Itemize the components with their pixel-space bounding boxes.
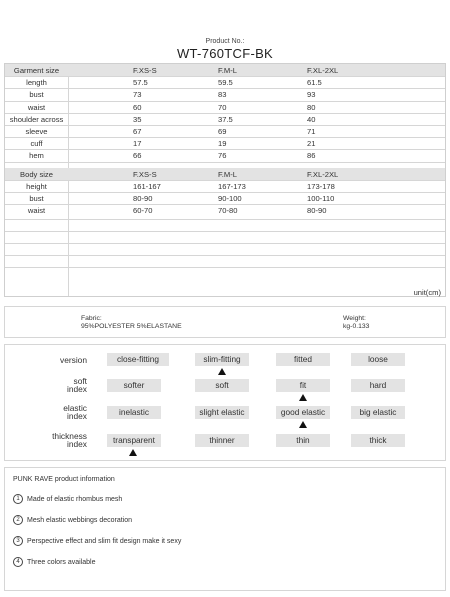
empty-row-line [5, 267, 445, 268]
garment-cell: 19 [218, 139, 227, 149]
row-line [5, 192, 445, 193]
empty-row-line [5, 243, 445, 244]
selected-marker-icon [129, 449, 137, 456]
selected-marker-icon [218, 368, 226, 375]
garment-cell: sleeve [25, 127, 48, 136]
body-cell: 60-70 [133, 206, 153, 216]
index-option: inelastic [107, 406, 161, 419]
index-label-line: elastic [63, 403, 87, 413]
index-label-line: index [66, 384, 87, 394]
garment-cell: 60 [133, 102, 142, 112]
fabric-value: 95%POLYESTER 5%ELASTANE [81, 323, 182, 330]
weight-value: kg-0.133 [343, 323, 370, 330]
garment-cell: 61.5 [307, 78, 322, 88]
index-option: slim-fitting [195, 353, 249, 366]
garment-cell: shoulder across [9, 114, 64, 124]
garment-cell: 71 [307, 127, 316, 136]
garment-cell: 80 [307, 102, 316, 112]
size-table [4, 63, 446, 297]
body-header-cell: Body size [20, 169, 53, 179]
circled-number-icon: 2 [13, 515, 23, 525]
body-cell: 167-173 [218, 181, 246, 191]
garment-cell: 59.5 [218, 78, 233, 88]
circled-number-icon: 1 [13, 494, 23, 504]
garment-cell: 67 [133, 127, 142, 136]
row-line [5, 137, 445, 138]
info-item-text: Three colors available [27, 558, 96, 566]
garment-cell: 86 [307, 151, 316, 161]
garment-cell: bust [29, 90, 44, 100]
garment-header-cell: F.M-L [218, 66, 237, 75]
circled-number-icon: 3 [13, 536, 23, 546]
body-header-cell: F.XL-2XL [307, 169, 339, 179]
product-no-label: Product No.: [205, 38, 245, 45]
garment-cell: cuff [30, 139, 43, 149]
index-row-label [27, 356, 87, 364]
circled-number-icon: 4 [13, 557, 23, 567]
selected-marker-icon [299, 394, 307, 401]
body-cell: waist [27, 206, 46, 216]
index-option: transparent [107, 434, 161, 447]
index-row-label [27, 404, 87, 420]
garment-cell: 35 [133, 114, 142, 124]
info-item-text: Perspective effect and slim fit design make it sexy [27, 537, 182, 545]
row-line [5, 204, 445, 205]
info-item-text: Made of elastic rhombus mesh [27, 495, 123, 503]
index-option: hard [351, 379, 405, 392]
garment-header-cell: F.XS-S [133, 66, 157, 75]
empty-row-line [5, 219, 445, 220]
fabric-label: Fabric: [81, 315, 102, 322]
index-option: thin [276, 434, 330, 447]
garment-cell: 40 [307, 114, 316, 124]
unit-label: unit(cm) [413, 288, 441, 297]
garment-header-cell: Garment size [13, 66, 60, 75]
index-option: loose [351, 353, 405, 366]
body-cell: bust [29, 194, 44, 204]
index-option: good elastic [276, 406, 330, 419]
row-line [5, 149, 445, 150]
index-label-line: soft [73, 376, 87, 386]
fabric-box [4, 306, 446, 338]
garment-cell: hem [29, 151, 44, 161]
index-label-line: index [66, 411, 87, 421]
garment-cell: 17 [133, 139, 142, 149]
garment-cell: 57.5 [133, 78, 148, 88]
body-cell: 80-90 [307, 206, 327, 216]
info-item [13, 536, 181, 546]
info-item [13, 557, 95, 567]
garment-cell: 69 [218, 127, 227, 136]
row-line [5, 180, 445, 181]
body-header-cell: F.XS-S [133, 169, 157, 179]
index-row-label [27, 377, 87, 393]
index-row-label [27, 432, 87, 448]
garment-cell: 37.5 [218, 114, 233, 124]
row-line [5, 101, 445, 102]
empty-row-line [5, 255, 445, 256]
index-option: close-fitting [107, 353, 169, 366]
index-option: thick [351, 434, 405, 447]
weight-label: Weight: [343, 315, 366, 322]
garment-cell: 21 [307, 139, 316, 149]
garment-header-cell: F.XL-2XL [307, 66, 339, 75]
body-cell: 161-167 [133, 181, 161, 191]
garment-cell: 70 [218, 102, 227, 112]
garment-cell: 66 [133, 151, 142, 161]
selected-marker-icon [299, 421, 307, 428]
info-title: PUNK RAVE product information [13, 476, 115, 483]
index-option: big elastic [351, 406, 405, 419]
garment-cell: 93 [307, 90, 316, 100]
row-line [5, 88, 445, 89]
row-line [5, 113, 445, 114]
index-label-line: index [66, 439, 87, 449]
index-option: thinner [195, 434, 249, 447]
body-header-cell: F.M-L [218, 169, 237, 179]
row-line [5, 162, 445, 163]
product-info [4, 467, 446, 591]
garment-cell: waist [27, 102, 46, 112]
row-line [5, 125, 445, 126]
index-label-line: thickness [52, 431, 87, 441]
index-option: soft [195, 379, 249, 392]
body-cell: 100-110 [307, 194, 335, 204]
index-option: softer [107, 379, 161, 392]
row-line [5, 76, 445, 77]
index-panel [4, 344, 446, 461]
info-item [13, 494, 122, 504]
info-item-text: Mesh elastic webbings decoration [27, 516, 133, 524]
index-label-line: version [60, 355, 87, 365]
body-cell: 173-178 [307, 181, 335, 191]
index-option: slight elastic [195, 406, 249, 419]
empty-row-line [5, 231, 445, 232]
body-cell: height [26, 181, 47, 191]
garment-cell: 73 [133, 90, 142, 100]
body-cell: 70-80 [218, 206, 238, 216]
product-no: WT-760TCF-BK [176, 46, 274, 61]
index-option: fitted [276, 353, 330, 366]
garment-cell: length [26, 78, 47, 88]
garment-cell: 83 [218, 90, 227, 100]
body-cell: 80-90 [133, 194, 153, 204]
index-option: fit [276, 379, 330, 392]
garment-cell: 76 [218, 151, 227, 161]
body-cell: 90-100 [218, 194, 242, 204]
info-item [13, 515, 132, 525]
